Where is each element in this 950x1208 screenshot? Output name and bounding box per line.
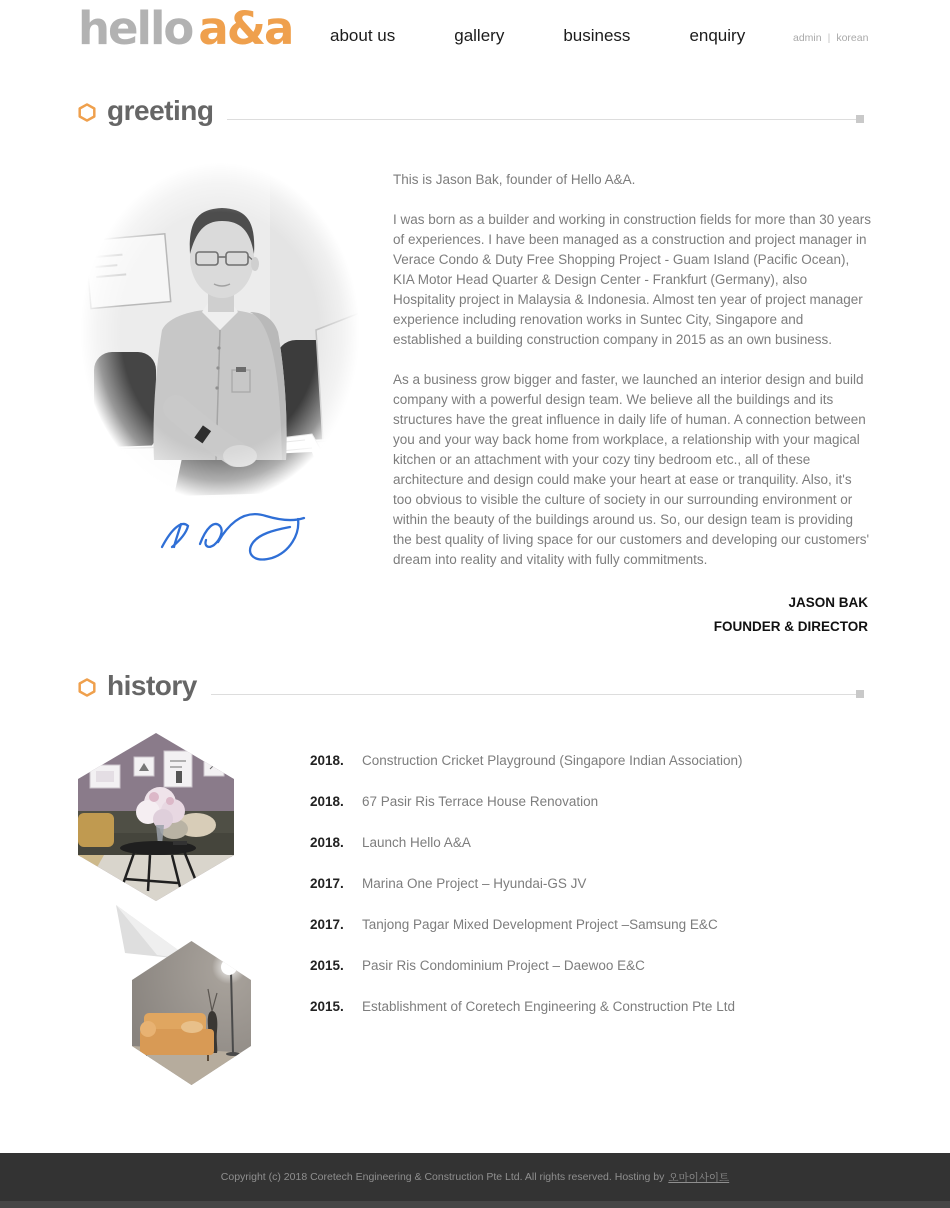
history-text: Tanjong Pagar Mixed Development Project –Samsung E&C [362, 917, 718, 932]
history-section-header [78, 670, 864, 702]
history-text: Pasir Ris Condominium Project – Daewoo E&C [362, 958, 645, 973]
greeting-section-header [78, 95, 864, 127]
nav-business[interactable]: business [563, 26, 631, 45]
hexagon-photo-sofa-lamp [132, 941, 251, 1085]
history-text: Marina One Project – Hyundai-GS JV [362, 876, 587, 891]
section-rule [227, 119, 856, 120]
nav-gallery[interactable]: gallery [454, 26, 505, 45]
hexagon-icon [78, 103, 96, 122]
greeting-paragraph-2: I was born as a builder and working in construction fields for more than 30 years of experiences. I have been managed as a construction and project manager in Verace Condo & Duty Free Shopping Project - Guam Island (Pacific Ocean), KIA Motor Head Quarter & Design Center - Frankfurt (Germany), also Hospitality project in Malaysia & Indonesia. Almost ten year of project manager experience including renovation works in Suntec City, Singapore and established a building construction company in 2015 as an own business. [393, 212, 871, 347]
history-item [310, 999, 870, 1040]
main-nav [330, 26, 745, 46]
history-year: 2018. [310, 753, 344, 768]
history-title: history [107, 670, 197, 701]
greeting-paragraph-1: This is Jason Bak, founder of Hello A&A. [393, 172, 636, 187]
logo-aa: a&a [198, 2, 293, 55]
korean-link[interactable]: korean [836, 32, 869, 44]
footer-bottom-strip [0, 1201, 950, 1208]
history-artwork [78, 733, 253, 1088]
greeting-title: greeting [107, 95, 214, 126]
history-year: 2017. [310, 917, 344, 932]
history-year: 2017. [310, 876, 344, 891]
history-item [310, 753, 870, 794]
history-item [310, 958, 870, 999]
founder-signature [148, 500, 313, 572]
logo-hello: hello [78, 2, 193, 55]
utility-nav [793, 32, 868, 44]
hexagon-icon [78, 678, 96, 697]
signoff [714, 591, 868, 639]
nav-enquiry[interactable]: enquiry [689, 26, 746, 45]
history-year: 2015. [310, 958, 344, 973]
founder-photo [80, 162, 360, 502]
footer-copyright [0, 1153, 950, 1201]
nav-about-us[interactable]: about us [330, 26, 396, 45]
hosting-link[interactable]: 오마이사이트 [668, 1171, 730, 1184]
history-item [310, 876, 870, 917]
history-text: Launch Hello A&A [362, 835, 471, 850]
footer [0, 1153, 950, 1208]
history-list [310, 753, 870, 1040]
history-text: 67 Pasir Ris Terrace House Renovation [362, 794, 599, 809]
signoff-name: JASON BAK [788, 595, 868, 610]
history-item [310, 835, 870, 876]
utility-divider: | [827, 32, 831, 44]
greeting-paragraph-3: As a business grow bigger and faster, we launched an interior design and build company with a powerful design team. We believe all the buildings and its structures have the great influence in daily life of human. A connection between you and your way back home from workplace, a relationship with your magical kitchen or an attachment with your cozy tiny bedroom etc., all of these architecture and design could make your heart at ease or tranquility. Also, it's too obvious to visible the culture of society in our surrounding environment or within the beauty of the buildings around us. So, our design team is providing the best quality of living space for our customers and developing our customers' dream into reality and vitality with fully commitments. [393, 372, 870, 567]
admin-link[interactable]: admin [793, 32, 822, 44]
history-year: 2018. [310, 794, 344, 809]
greeting-text [393, 170, 871, 590]
hexagon-photo-livingroom [78, 733, 234, 901]
rule-end-square [856, 115, 864, 123]
site-logo[interactable] [78, 0, 292, 58]
history-year: 2015. [310, 999, 344, 1014]
history-year: 2018. [310, 835, 344, 850]
history-text: Construction Cricket Playground (Singapore Indian Association) [362, 753, 743, 768]
section-rule [211, 694, 856, 695]
rule-end-square [856, 690, 864, 698]
signoff-role: FOUNDER & DIRECTOR [713, 619, 868, 634]
history-item [310, 917, 870, 958]
history-item [310, 794, 870, 835]
copyright-text: Copyright (c) 2018 Coretech Engineering & Construction Pte Ltd. All rights reserved. Hosting by [220, 1171, 665, 1183]
history-text: Establishment of Coretech Engineering & Construction Pte Ltd [362, 999, 735, 1014]
